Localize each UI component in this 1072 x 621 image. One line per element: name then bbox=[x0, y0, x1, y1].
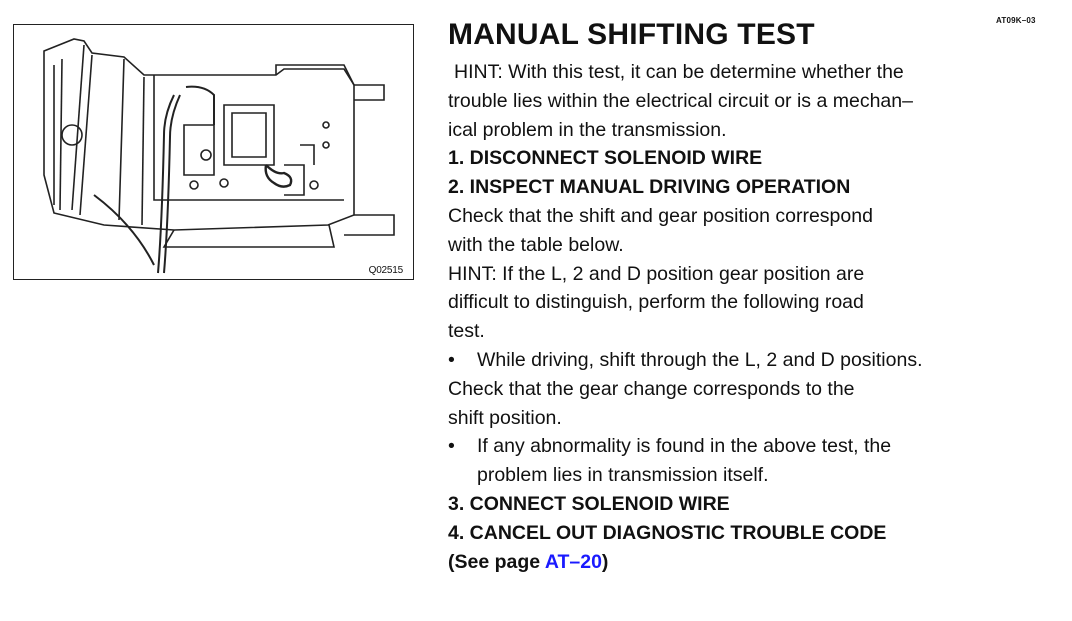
bullet-icon: • bbox=[448, 435, 455, 458]
check-line: Check that the shift and gear position correspond bbox=[448, 204, 873, 227]
see-page-prefix: (See page bbox=[448, 550, 545, 573]
transmission-illustration-icon bbox=[14, 25, 413, 279]
check-line: with the table below. bbox=[448, 233, 624, 256]
hint-line: HINT: With this test, it can be determine whether the bbox=[454, 61, 904, 83]
bullet-icon: • bbox=[448, 348, 455, 371]
document-code: AT09K–03 bbox=[996, 16, 1036, 25]
step-heading: 3. CONNECT SOLENOID WIRE bbox=[448, 492, 730, 515]
page-link[interactable]: AT–20 bbox=[544, 550, 602, 573]
hint-line: ical problem in the transmission. bbox=[448, 118, 727, 141]
hint-line: difficult to distinguish, perform the following road bbox=[448, 291, 864, 314]
bullet-item bbox=[448, 346, 1008, 375]
bullet-text: problem lies in transmission itself. bbox=[477, 464, 769, 487]
see-page-suffix: ) bbox=[601, 550, 609, 573]
step-heading: 4. CANCEL OUT DIAGNOSTIC TROUBLE CODE bbox=[448, 521, 887, 544]
page-title: MANUAL SHIFTING TEST bbox=[448, 18, 815, 51]
check-line: Check that the gear change corresponds to the bbox=[448, 377, 855, 400]
bullet-text: While driving, shift through the L, 2 and D positions. bbox=[477, 348, 923, 371]
see-page-reference bbox=[448, 548, 1008, 577]
bullet-item bbox=[448, 432, 1008, 490]
manual-content bbox=[448, 18, 1008, 576]
hint-line: HINT: If the L, 2 and D position gear position are bbox=[448, 262, 865, 285]
bullet-text: If any abnormality is found in the above test, the bbox=[477, 435, 892, 458]
figure-id-label: Q02515 bbox=[368, 265, 403, 276]
step-heading: 2. INSPECT MANUAL DRIVING OPERATION bbox=[448, 176, 851, 199]
hint-line: test. bbox=[448, 320, 485, 343]
step-heading: 1. DISCONNECT SOLENOID WIRE bbox=[448, 147, 763, 170]
check-line: shift position. bbox=[448, 406, 562, 429]
hint-line: trouble lies within the electrical circuit or is a mechan– bbox=[448, 89, 913, 112]
transmission-figure bbox=[13, 24, 414, 280]
